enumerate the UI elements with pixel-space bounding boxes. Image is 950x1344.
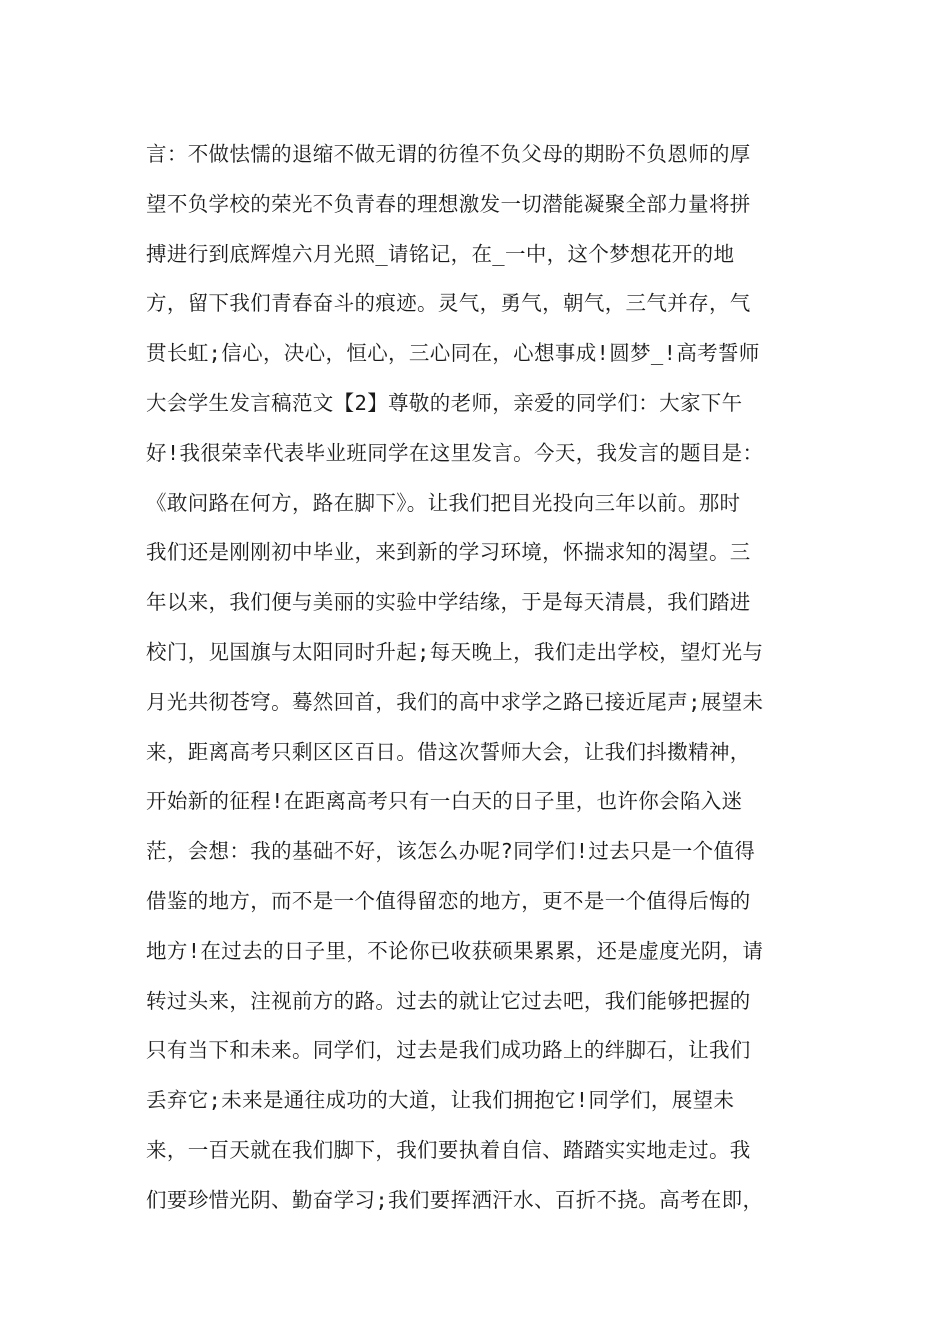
text-line: 搏进行到底辉煌六月光照_请铭记，在_一中，这个梦想花开的地 (146, 241, 735, 266)
text-line: 我们还是刚刚初中毕业，来到新的学习环境，怀揣求知的渴望。三 (146, 540, 751, 565)
text-line: 校门，见国旗与太阳同时升起;每天晚上，我们走出学校，望灯光与 (146, 639, 764, 664)
text-line: 好!我很荣幸代表毕业班同学在这里发言。今天，我发言的题目是： (146, 440, 764, 465)
text-line: 《敢问路在何方，路在脚下》。让我们把目光投向三年以前。那时 (146, 490, 741, 515)
text-line: 贯长虹;信心，决心，恒心，三心同在，心想事成!圆梦_!高考誓师 (146, 341, 760, 366)
text-line: 年以来，我们便与美丽的实验中学结缘，于是每天清晨，我们踏进 (146, 590, 751, 615)
text-line: 方，留下我们青春奋斗的痕迹。灵气，勇气，朝气，三气并存，气 (146, 291, 751, 316)
body-text (146, 130, 806, 1226)
text-line: 们要珍惜光阴、勤奋学习;我们要挥洒汗水、百折不挠。高考在即， (146, 1187, 764, 1212)
text-line: 月光共彻苍穹。蓦然回首，我们的高中求学之路已接近尾声;展望未 (146, 689, 764, 714)
text-line: 开始新的征程!在距离高考只有一白天的日子里，也许你会陷入迷 (146, 789, 743, 814)
text-line: 丢弃它;未来是通往成功的大道，让我们拥抱它!同学们，展望未 (146, 1088, 735, 1113)
text-line: 言：不做怯懦的退缩不做无谓的彷徨不负父母的期盼不负恩师的厚 (146, 142, 751, 166)
text-line: 来，距离高考只剩区区百日。借这次誓师大会，让我们抖擞精神， (146, 739, 751, 764)
text-line: 地方!在过去的日子里，不论你已收获硕果累累，还是虚度光阴，请 (146, 938, 764, 963)
text-line: 大会学生发言稿范文【2】尊敬的老师，亲爱的同学们：大家下午 (146, 390, 743, 415)
text-line: 望不负学校的荣光不负青春的理想激发一切潜能凝聚全部力量将拼 (146, 191, 751, 216)
text-line: 来，一百天就在我们脚下，我们要执着自信、踏踏实实地走过。我 (146, 1137, 751, 1162)
text-line: 借鉴的地方，而不是一个值得留恋的地方，更不是一个值得后悔的 (146, 888, 751, 913)
text-line: 只有当下和未来。同学们，过去是我们成功路上的绊脚石，让我们 (146, 1038, 751, 1063)
text-line: 茫，会想：我的基础不好，该怎么办呢?同学们!过去只是一个值得 (146, 839, 756, 864)
text-line: 转过头来，注视前方的路。过去的就让它过去吧，我们能够把握的 (146, 988, 751, 1013)
